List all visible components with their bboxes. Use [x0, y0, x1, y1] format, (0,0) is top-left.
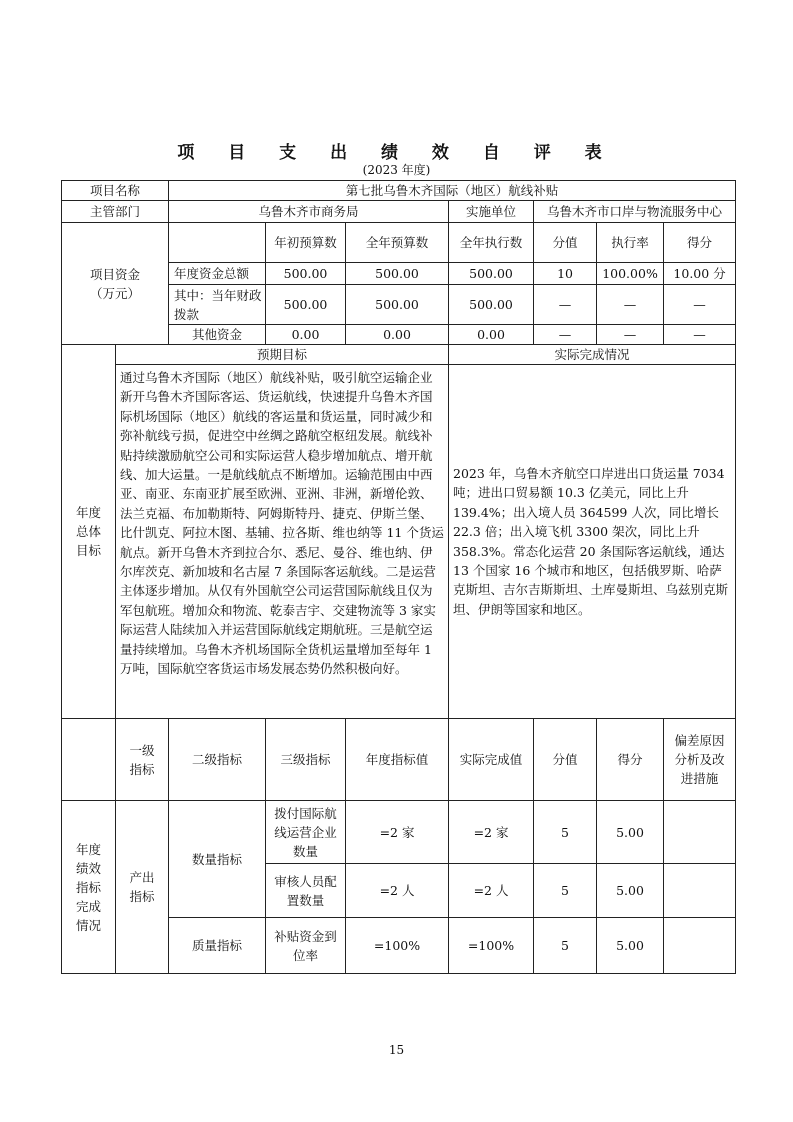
indicator-header: 年度指标值: [346, 719, 449, 801]
indicator-got: 5.00: [597, 918, 664, 974]
funds-cell: —: [534, 285, 597, 325]
dept-label: 主管部门: [62, 201, 169, 223]
indicator-header: 二级指标: [169, 719, 266, 801]
funds-cell: 500.00: [449, 263, 534, 285]
indicator-level2: 质量指标: [169, 918, 266, 974]
indicator-got: 5.00: [597, 864, 664, 918]
funds-row-name: 其中：当年财政拨款: [169, 285, 266, 325]
goals-expected-text: 通过乌鲁木齐国际（地区）航线补贴，吸引航空运输企业新开乌鲁木齐国际客运、货运航线，快速提升乌鲁木齐国际机场国际（地区）航线的客运量和货运量，同时减少和弥补航线亏损，促进空中丝绸之路航空枢纽发展。航线补贴持续激励航空公司和实际运营人稳步增加航点、增开航线、加大运量。一是航线航点不断增加。运输范围由中西亚、南亚、东南亚扩展至欧洲、亚洲、非洲，新增伦敦、法兰克福、布加勒斯特、阿姆斯特丹、捷克、伊斯兰堡、比什凯克、阿拉木图、基辅、拉各斯、维也纳等 11 个货运航点。新开乌鲁木齐到拉合尔、悉尼、曼谷、维也纳、伊尔库茨克、新加坡和名古屋 7 条国际客运航线。二是运营主体逐步增加。从仅有外国航空公司运营国际航线且仅为军包航班。增加众和物流、乾泰吉宇、交建物流等 3 家实际运营人陆续加入并运营国际航线定期航班。三是航空运量持续增加。乌鲁木齐机场国际全货机运量增加至每年 1 万吨，国际航空客货运市场发展态势仍然积极向好。: [116, 365, 449, 719]
funds-cell: 0.00: [346, 325, 449, 345]
indicator-target: =100%: [346, 918, 449, 974]
funds-label: 项目资金（万元）: [62, 223, 169, 345]
goals-actual-header: 实际完成情况: [449, 345, 736, 365]
page-subtitle-year: (2023 年度): [362, 163, 431, 177]
goals-expected-header: 预期目标: [116, 345, 449, 365]
indicator-header: 一级指标: [116, 719, 169, 801]
indicator-target: =2 人: [346, 864, 449, 918]
indicator-level3: 审核人员配置数量: [266, 864, 346, 918]
indicator-score: 5: [534, 801, 597, 864]
indicator-note: [664, 801, 736, 864]
indicator-header: 分值: [534, 719, 597, 801]
project-name-label: 项目名称: [62, 181, 169, 201]
indicator-target: =2 家: [346, 801, 449, 864]
indicator-header: 得分: [597, 719, 664, 801]
funds-cell: —: [664, 285, 736, 325]
indicator-level3: 拨付国际航线运营企业数量: [266, 801, 346, 864]
indicator-note: [664, 864, 736, 918]
indicator-level2: 数量指标: [169, 801, 266, 918]
funds-col-header: 全年预算数: [346, 223, 449, 263]
indicator-actual: =2 家: [449, 801, 534, 864]
funds-cell: —: [534, 325, 597, 345]
indicator-note: [664, 918, 736, 974]
indicator-actual: =100%: [449, 918, 534, 974]
performance-table: [61, 180, 736, 974]
indicator-level1: 产出指标: [116, 801, 169, 974]
indicator-score: 5: [534, 918, 597, 974]
funds-col-header: 执行率: [597, 223, 664, 263]
page-title: 项 目 支 出 绩 效 自 评 表: [177, 143, 616, 163]
indicator-header: 偏差原因分析及改进措施: [664, 719, 736, 801]
funds-row-name: 其他资金: [169, 325, 266, 345]
funds-cell: 100.00%: [597, 263, 664, 285]
page-number: 15: [388, 1043, 405, 1057]
indicator-level3: 补贴资金到位率: [266, 918, 346, 974]
funds-header-blank: [169, 223, 266, 263]
funds-cell: 0.00: [266, 325, 346, 345]
indicators-header-blank: [62, 719, 116, 801]
funds-cell: —: [597, 285, 664, 325]
indicator-header: 三级指标: [266, 719, 346, 801]
unit-label: 实施单位: [449, 201, 534, 223]
funds-cell: —: [664, 325, 736, 345]
indicators-label: 年度绩效指标完成情况: [62, 801, 116, 974]
goals-actual-text: 2023 年，乌鲁木齐航空口岸进出口货运量 7034 吨；进出口贸易额 10.3 亿美元，同比上升 139.4%；出入境人员 364599 人次，同比增长 22.3 倍；出入境飞机 3300 架次，同比上升 358.3%。常态化运营 20 条国际客运航线，通达 13 个国家 16 个城市和地区，包括俄罗斯、哈萨克斯坦、吉尔吉斯斯坦、土库曼斯坦、乌兹别克斯坦、伊朗等国家和地区。: [449, 365, 736, 719]
funds-cell: 500.00: [346, 263, 449, 285]
indicator-actual: =2 人: [449, 864, 534, 918]
indicator-got: 5.00: [597, 801, 664, 864]
funds-col-header: 年初预算数: [266, 223, 346, 263]
funds-cell: 500.00: [346, 285, 449, 325]
funds-cell: 10.00 分: [664, 263, 736, 285]
funds-cell: —: [597, 325, 664, 345]
funds-col-header: 全年执行数: [449, 223, 534, 263]
funds-cell: 500.00: [449, 285, 534, 325]
funds-cell: 0.00: [449, 325, 534, 345]
indicator-score: 5: [534, 864, 597, 918]
funds-cell: 10: [534, 263, 597, 285]
indicator-header: 实际完成值: [449, 719, 534, 801]
funds-col-header: 分值: [534, 223, 597, 263]
funds-col-header: 得分: [664, 223, 736, 263]
funds-cell: 500.00: [266, 263, 346, 285]
unit-value: 乌鲁木齐市口岸与物流服务中心: [534, 201, 736, 223]
project-name: 第七批乌鲁木齐国际（地区）航线补贴: [169, 181, 736, 201]
goals-label: 年度总体目标: [62, 345, 116, 719]
funds-row-name: 年度资金总额: [169, 263, 266, 285]
funds-cell: 500.00: [266, 285, 346, 325]
dept-value: 乌鲁木齐市商务局: [169, 201, 449, 223]
